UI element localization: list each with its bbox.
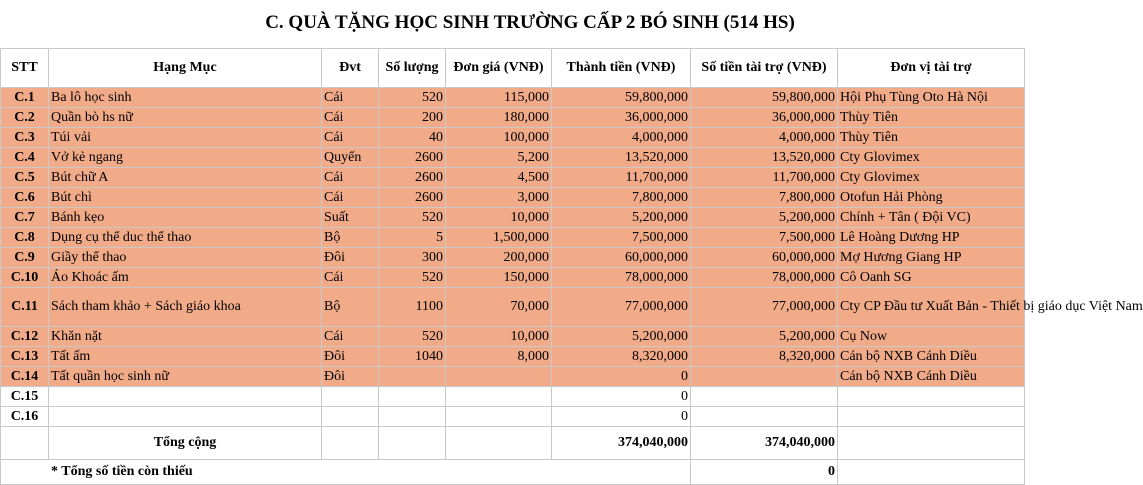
cell-sponsor[interactable]: Cán bộ NXB Cánh Diều — [838, 347, 1025, 367]
cell-unit[interactable]: Cái — [322, 128, 379, 148]
cell-sponsor-amount[interactable]: 36,000,000 — [691, 108, 838, 128]
cell-stt[interactable]: C.10 — [1, 268, 49, 288]
cell-sponsor[interactable]: Otofun Hải Phòng — [838, 188, 1025, 208]
total-amount[interactable]: 374,040,000 — [552, 427, 691, 460]
cell-price[interactable]: 10,000 — [446, 208, 552, 228]
cell-qty[interactable]: 2600 — [379, 148, 446, 168]
total-row — [1, 427, 1025, 460]
cell-qty[interactable]: 2600 — [379, 188, 446, 208]
table-row — [1, 347, 1025, 367]
cell-total[interactable]: 59,800,000 — [552, 88, 691, 108]
cell-qty[interactable]: 1040 — [379, 347, 446, 367]
cell-sponsor[interactable]: Cty Glovimex — [838, 168, 1025, 188]
cell-price[interactable]: 1,500,000 — [446, 228, 552, 248]
cell-stt[interactable]: C.9 — [1, 248, 49, 268]
total-stt-cell[interactable] — [1, 427, 49, 460]
cell-sponsor[interactable]: Cty CP Đầu tư Xuất Bản - Thiết bị giáo dục Việt Nam — [838, 288, 1025, 327]
cell-price[interactable]: 115,000 — [446, 88, 552, 108]
table-row — [1, 168, 1025, 188]
table-row — [1, 148, 1025, 168]
total-label[interactable]: Tổng cộng — [49, 427, 322, 460]
cell-stt[interactable]: C.13 — [1, 347, 49, 367]
cell-price[interactable]: 150,000 — [446, 268, 552, 288]
cell-total[interactable]: 0 — [552, 367, 691, 387]
cell-item[interactable]: Bút chì — [49, 188, 322, 208]
cell-sponsor[interactable]: Thùy Tiên — [838, 108, 1025, 128]
cell-unit[interactable]: Quyển — [322, 148, 379, 168]
cell-item[interactable] — [49, 387, 322, 407]
cell-item[interactable]: Vở kẻ ngang — [49, 148, 322, 168]
cell-unit[interactable] — [322, 387, 379, 407]
cell-sponsor[interactable]: Cán bộ NXB Cánh Diều — [838, 367, 1025, 387]
cell-item[interactable]: Áo Khoác ấm — [49, 268, 322, 288]
cell-sponsor-amount[interactable]: 7,500,000 — [691, 228, 838, 248]
cell-sponsor-amount[interactable]: 5,200,000 — [691, 327, 838, 347]
cell-sponsor-amount[interactable]: 60,000,000 — [691, 248, 838, 268]
cell-total[interactable]: 7,800,000 — [552, 188, 691, 208]
header-price[interactable]: Đơn giá (VNĐ) — [446, 49, 552, 88]
table-row — [1, 387, 1025, 407]
cell-total[interactable]: 5,200,000 — [552, 327, 691, 347]
cell-qty[interactable] — [379, 407, 446, 427]
cell-sponsor[interactable]: Hội Phụ Tùng Oto Hà Nội — [838, 88, 1025, 108]
cell-sponsor[interactable]: Thùy Tiên — [838, 128, 1025, 148]
cell-total[interactable]: 36,000,000 — [552, 108, 691, 128]
cell-stt[interactable]: C.8 — [1, 228, 49, 248]
table-row — [1, 88, 1025, 108]
cell-stt[interactable]: C.15 — [1, 387, 49, 407]
cell-stt[interactable]: C.7 — [1, 208, 49, 228]
cell-qty[interactable]: 520 — [379, 208, 446, 228]
cell-unit[interactable]: Cái — [322, 327, 379, 347]
total-unit-cell[interactable] — [322, 427, 379, 460]
cell-unit[interactable]: Đôi — [322, 248, 379, 268]
table-row — [1, 327, 1025, 347]
table-row — [1, 108, 1025, 128]
cell-total[interactable]: 13,520,000 — [552, 148, 691, 168]
cell-unit[interactable]: Cái — [322, 268, 379, 288]
cell-price[interactable] — [446, 387, 552, 407]
cell-total[interactable]: 60,000,000 — [552, 248, 691, 268]
cell-unit[interactable]: Cái — [322, 88, 379, 108]
cell-sponsor-amount[interactable]: 78,000,000 — [691, 268, 838, 288]
cell-sponsor-amount[interactable]: 8,320,000 — [691, 347, 838, 367]
cell-stt[interactable]: C.11 — [1, 288, 49, 327]
table-row — [1, 268, 1025, 288]
cell-price[interactable]: 180,000 — [446, 108, 552, 128]
cell-sponsor-amount[interactable]: 7,800,000 — [691, 188, 838, 208]
cell-item[interactable]: Dụng cụ thể duc thể thao — [49, 228, 322, 248]
table-row — [1, 407, 1025, 427]
cell-stt[interactable]: C.6 — [1, 188, 49, 208]
table-row — [1, 288, 1025, 327]
total-sponsor-amount[interactable]: 374,040,000 — [691, 427, 838, 460]
table-row — [1, 248, 1025, 268]
cell-price[interactable] — [446, 367, 552, 387]
cell-price[interactable]: 8,000 — [446, 347, 552, 367]
cell-unit[interactable]: Suất — [322, 208, 379, 228]
cell-unit[interactable]: Đôi — [322, 367, 379, 387]
cell-stt[interactable]: C.3 — [1, 128, 49, 148]
cell-item[interactable] — [49, 407, 322, 427]
cell-item[interactable]: Giầy thể thao — [49, 248, 322, 268]
cell-qty[interactable]: 300 — [379, 248, 446, 268]
cell-stt[interactable]: C.1 — [1, 88, 49, 108]
cell-unit[interactable]: Bộ — [322, 288, 379, 327]
cell-total[interactable]: 8,320,000 — [552, 347, 691, 367]
cell-sponsor[interactable]: Cty Glovimex — [838, 148, 1025, 168]
cell-unit[interactable]: Cái — [322, 168, 379, 188]
cell-item[interactable]: Bánh kẹo — [49, 208, 322, 228]
cell-sponsor-amount[interactable] — [691, 367, 838, 387]
cell-qty[interactable]: 520 — [379, 88, 446, 108]
cell-stt[interactable]: C.2 — [1, 108, 49, 128]
cell-unit[interactable]: Cái — [322, 188, 379, 208]
cell-item[interactable]: Quần bò hs nữ — [49, 108, 322, 128]
cell-sponsor-amount[interactable]: 13,520,000 — [691, 148, 838, 168]
header-stt[interactable]: STT — [1, 49, 49, 88]
header-sponsor-amount[interactable]: Số tiền tài trợ (VNĐ) — [691, 49, 838, 88]
cell-total[interactable]: 78,000,000 — [552, 268, 691, 288]
total-price-cell[interactable] — [446, 427, 552, 460]
cell-stt[interactable]: C.14 — [1, 367, 49, 387]
header-item[interactable]: Hạng Mục — [49, 49, 322, 88]
cell-price[interactable]: 200,000 — [446, 248, 552, 268]
cell-price[interactable]: 3,000 — [446, 188, 552, 208]
cell-price[interactable]: 100,000 — [446, 128, 552, 148]
missing-empty-cell[interactable] — [838, 460, 1025, 485]
cell-sponsor[interactable] — [838, 407, 1025, 427]
cell-item[interactable]: Túi vải — [49, 128, 322, 148]
table-row — [1, 367, 1025, 387]
header-row — [1, 49, 1025, 88]
cell-unit[interactable] — [322, 407, 379, 427]
cell-price[interactable]: 10,000 — [446, 327, 552, 347]
cell-sponsor[interactable]: Cô Oanh SG — [838, 268, 1025, 288]
cell-sponsor-amount[interactable] — [691, 387, 838, 407]
table-row — [1, 208, 1025, 228]
missing-value[interactable]: 0 — [691, 460, 838, 485]
cell-sponsor-amount[interactable]: 5,200,000 — [691, 208, 838, 228]
cell-total[interactable]: 0 — [552, 387, 691, 407]
cell-total[interactable]: 7,500,000 — [552, 228, 691, 248]
cell-sponsor[interactable]: Chính + Tân ( Đội VC) — [838, 208, 1025, 228]
cell-qty[interactable]: 40 — [379, 128, 446, 148]
cell-unit[interactable]: Cái — [322, 108, 379, 128]
cell-stt[interactable]: C.5 — [1, 168, 49, 188]
gift-table — [0, 48, 1143, 485]
total-qty-cell[interactable] — [379, 427, 446, 460]
cell-unit[interactable]: Bộ — [322, 228, 379, 248]
cell-total[interactable]: 77,000,000 — [552, 288, 691, 327]
cell-qty[interactable]: 2600 — [379, 168, 446, 188]
cell-item[interactable]: Tất ấm — [49, 347, 322, 367]
sheet-title: C. QUÀ TẶNG HỌC SINH TRƯỜNG CẤP 2 BÓ SINH (514 HS) — [265, 12, 795, 33]
cell-qty[interactable]: 5 — [379, 228, 446, 248]
cell-price[interactable] — [446, 407, 552, 427]
cell-qty[interactable]: 1100 — [379, 288, 446, 327]
cell-item[interactable]: Khăn nặt — [49, 327, 322, 347]
cell-stt[interactable]: C.12 — [1, 327, 49, 347]
cell-sponsor-amount[interactable]: 59,800,000 — [691, 88, 838, 108]
cell-sponsor[interactable] — [838, 387, 1025, 407]
cell-item[interactable]: Sách tham khảo + Sách giáo khoa — [49, 288, 322, 327]
cell-sponsor-amount[interactable] — [691, 407, 838, 427]
cell-item[interactable]: Tất quần học sinh nữ — [49, 367, 322, 387]
table-row — [1, 228, 1025, 248]
cell-sponsor-amount[interactable]: 11,700,000 — [691, 168, 838, 188]
table-row — [1, 128, 1025, 148]
cell-item[interactable]: Ba lô học sinh — [49, 88, 322, 108]
cell-item[interactable]: Bút chữ A — [49, 168, 322, 188]
cell-qty[interactable]: 520 — [379, 327, 446, 347]
header-qty[interactable]: Số lượng — [379, 49, 446, 88]
total-sponsor-cell[interactable] — [838, 427, 1025, 460]
header-unit[interactable]: Đvt — [322, 49, 379, 88]
cell-sponsor[interactable]: Lê Hoàng Dương HP — [838, 228, 1025, 248]
cell-total[interactable]: 5,200,000 — [552, 208, 691, 228]
cell-price[interactable]: 70,000 — [446, 288, 552, 327]
cell-price[interactable]: 4,500 — [446, 168, 552, 188]
cell-stt[interactable]: C.16 — [1, 407, 49, 427]
missing-row — [1, 460, 1025, 485]
cell-qty[interactable]: 520 — [379, 268, 446, 288]
cell-sponsor-amount[interactable]: 4,000,000 — [691, 128, 838, 148]
cell-qty[interactable] — [379, 367, 446, 387]
cell-sponsor-amount[interactable]: 77,000,000 — [691, 288, 838, 327]
header-total[interactable]: Thành tiền (VNĐ) — [552, 49, 691, 88]
cell-total[interactable]: 4,000,000 — [552, 128, 691, 148]
header-sponsor[interactable]: Đơn vị tài trợ — [838, 49, 1025, 88]
cell-qty[interactable]: 200 — [379, 108, 446, 128]
cell-total[interactable]: 11,700,000 — [552, 168, 691, 188]
cell-sponsor[interactable]: Cụ Now — [838, 327, 1025, 347]
cell-price[interactable]: 5,200 — [446, 148, 552, 168]
cell-sponsor[interactable]: Mợ Hương Giang HP — [838, 248, 1025, 268]
cell-stt[interactable]: C.4 — [1, 148, 49, 168]
table-row — [1, 188, 1025, 208]
cell-total[interactable]: 0 — [552, 407, 691, 427]
missing-label[interactable]: * Tổng số tiền còn thiếu — [1, 460, 691, 485]
cell-qty[interactable] — [379, 387, 446, 407]
cell-unit[interactable]: Đôi — [322, 347, 379, 367]
